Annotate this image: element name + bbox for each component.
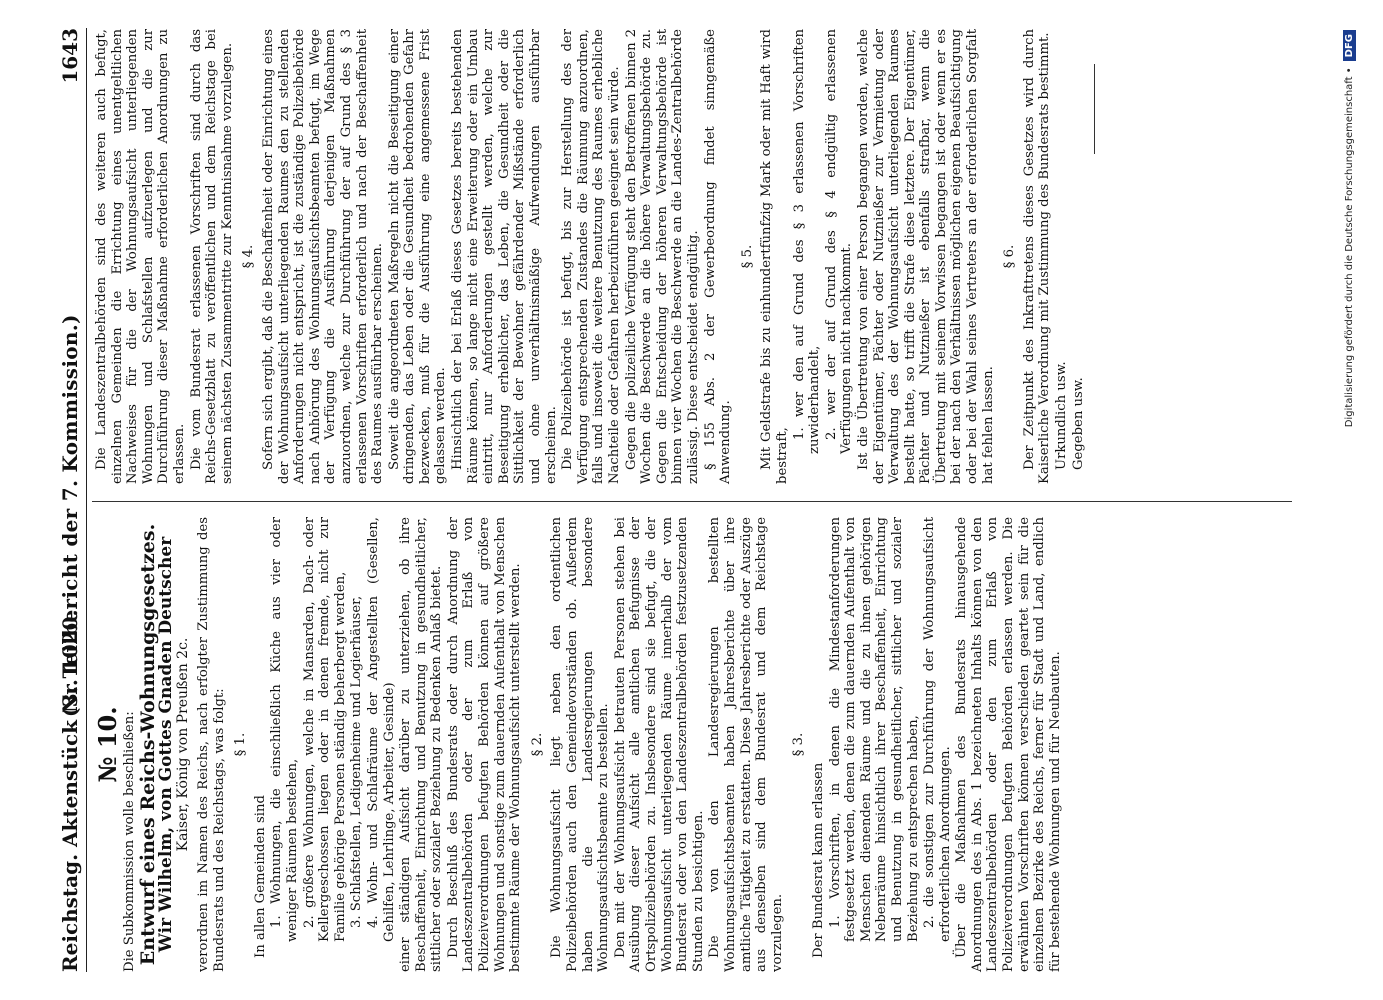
section-1-intro: In allen Gemeinden sind [252,795,268,958]
section-4-heading: § 4. [241,244,257,269]
section-1-heading: § 1. [233,732,249,757]
section-6-heading: § 6. [1002,244,1018,269]
law-title: Entwurf eines Reichs-Wohnungsgesetzes. [137,523,160,966]
section-3-item: 1. Vorschriften, in denen die Mindestanforderungen festgesetzt werden, denen die zum dauernden Aufenthalt von Menschen dienenden Räume und die zu ihnen gehörigen Nebenräume hinsichtlich ihrer Beschaffenheit, Einrichtung und Benutzung in gesundheitlicher, sittlicher und sozialer Beziehung zu entsprechen haben, [827,517,921,942]
section-5-item: 2. wer der auf Grund des § 4 endgültig erlassenen Verfügungen nicht nachkommt. [823,29,855,454]
section-3-item: 2. die sonstigen zur Durchführung der Wohnungsaufsicht erforderlichen Anordnungen. [922,517,953,942]
closing-formula: Urkundlich usw. [1054,361,1070,470]
dfg-logo: DFG [1343,30,1356,61]
sovereign-line-1: Wir Wilhelm, von Gottes Gnaden Deutscher [155,536,176,953]
section-2-heading: § 2. [529,732,545,757]
section-3-paragraph: Über die Maßnahmen des Bundesrats hinausgehende Anordnungen des in Abs. 1 bezeichneten Inhalts können von den Landeszentralbehörden oder den zum Erlaß von Polizeiverordnungen befugten Behörden erlassen werden. Die erwähnten Vorschriften können verschieden geartet sein für die einzelnen Bezirke des Reichs, ferner für Stadt und Land, endlich für bestehende Wohnungen und für Neubauten. [954,517,1063,972]
section-4-paragraph: § 155 Abs. 2 der Gewerbeordnung findet sinngemäße Anwendung. [702,29,734,484]
closing-formula: Gegeben usw. [1070,377,1086,470]
section-2-paragraph: Die Wohnungsaufsicht liegt neben den ordentlichen Polizeibehörden auch den Gemeindevorständen ob. Außerdem haben die Landesregierungen besondere Wohnungsaufsichtsbeamte zu bestellen. [549,517,612,972]
digitization-credit [1343,30,1367,970]
sovereign-line-2: Kaiser, König von Preußen 2c. [175,637,192,852]
section-1-item: 1. Wohnungen, die einschließlich Küche aus vier oder weniger Räumen bestehen, [269,517,300,942]
section-3-heading: § 3. [791,732,807,757]
section-5-paragraph: Ist die Übertretung von einer Person begangen worden, welche der Eigentümer, Pächter oder Nutznießer zur Vermietung oder Verwaltung des der Wohnungsaufsicht unterliegenden Raumes bestellt hatte, so trifft die Strafe diese letztere. Der Eigentümer, Pächter und Nutznießer ist ebenfalls strafbar, wenn die Übertretung mit seinem Vorwissen begangen ist oder wenn er es bei der nach den Verhältnissen möglichen eigenen Beaufsichtigung oder bei der Wahl seines Vertreters an der erforderlichen Sorgfalt hat fehlen lassen. [855,29,996,484]
section-5-intro: Mit Geldstrafe bis zu einhundertfünfzig Mark oder mit Haft wird bestraft, [759,29,790,484]
section-1-item: 4. Wohn- und Schlafräume der Angestellten (Gesellen, Gehilfen, Lehrlinge, Arbeiter, Gesinde) [365,517,397,942]
left-column [94,517,1064,972]
section-4-paragraph: Hinsichtlich der bei Erlaß dieses Gesetzes bereits bestehenden Räume können, so lange nicht eine Erweiterung oder ein Umbau eintritt, nur Anforderungen gestellt werden, welche zur Beseitigung erheblicher, das Leben, die Gesundheit oder die Sittlichkeit der Bewohner gefährdender Mißstände erforderlich und ohne unverhältnismäßige Aufwendungen ausführbar erscheinen. [450,29,559,484]
enactment-clause: verordnen im Namen des Reichs, nach erfolgter Zustimmung des Bundesrats und des Reichstags, was folgt: [195,517,227,972]
section-2-paragraph: Den mit der Wohnungsaufsicht betrauten Personen stehen bei Ausübung dieser Aufsicht alle amtlichen Befugnisse der Ortspolizeibehörden zu. Insbesondere sind sie befugt, die der Wohnungsaufsicht unterliegenden Räume innerhalb der vom Bundesrat oder von den Landeszentralbehörden festzusetzenden Stunden zu besichtigen. [612,517,706,972]
section-1-paragraph: Durch Beschluß des Bundesrats oder durch Anordnung der Landeszentralbehörden oder der zum Erlaß von Polizeiverordnungen befugten Behörden können auf größere Wohnungen und sonstige zum dauernden Aufenthalt von Menschen bestimmte Räume der Wohnungsaufsicht unterstellt werden. [445,517,524,972]
section-2-paragraph: Die von den Landesregierungen bestellten Wohnungsaufsichtsbeamten haben Jahresberichte über ihre amtliche Tätigkeit zu erstatten. Diese Jahresberichte oder Auszüge aus denselben sind dem Bundesrat und dem Reichstage vorzulegen. [707,517,785,972]
column-divider [92,501,1292,502]
intro-text: Die Subkommission wolle beschließen: [121,711,137,972]
section-1-item: 2. größere Wohnungen, welche in Mansarden, Dach- oder Kellergeschossen liegen oder in denen fremde, nicht zur Familie gehörige Personen ständig beherbergt werden, [301,517,348,942]
section-1-paragraph: einer ständigen Aufsicht darüber zu unterziehen, ob ihre Beschaffenheit, Einrichtung und Benutzung in gesundheitlicher, sittlicher oder sozialer Beziehung zu Bedenken Anlaß bietet. [398,517,445,972]
paragraph: Die vom Bundesrat erlassenen Vorschriften sind durch das Reichs-Gesetzblatt zu veröffentlichen und dem Reichstage bei seinem nächsten Zusammentritte zur Kenntnisnahme vorzulegen. [188,29,235,484]
closing-rule [1094,64,1095,154]
section-4-paragraph: Soweit die angeordneten Maßregeln nicht die Beseitigung einer dringenden, das Leben oder die Gesundheit bedrohenden Gefahr bezwecken, muß für die Ausführung eine angemessene Frist gelassen werden. [386,29,449,484]
section-5-item: 1. wer den auf Grund des § 3 erlassenen Vorschriften zuwiderhandelt, [791,29,823,454]
header-left: Reichstag. Aktenstück Nr. 1020. [58,609,82,972]
page-header [52,28,87,972]
section-4-paragraph: Sofern sich ergibt, daß die Beschaffenheit oder Einrichtung eines der Wohnungsaufsicht unterliegenden Raumes den zu stellenden Anforderungen nicht entspricht, ist die zuständige Polizeibehörde nach Anhörung des Wohnungsaufsichtsbeamten befugt, im Wege der Verfügung die Ausführung derjenigen Maßnahmen anzuordnen, welche zur Durchführung der auf Grund des § 3 erlassenen Vorschriften erforderlich und nach der Beschaffenheit des Raumes ausführbar erscheinen. [260,29,386,484]
page-number: 1643 [58,28,82,84]
credit-text: Digitalisierung gefördert durch die Deutsche Forschungsgemeinschaft • [1344,67,1355,428]
paragraph: Die Landeszentralbehörden sind des weiteren auch befugt, einzelnen Gemeinden die Errichtung eines unentgeltlichen Nachweises für die der Wohnungsaufsicht unterliegenden Wohnungen und Schlafstellen aufzuerlegen und die zur Durchführung dieser Maßnahme erforderlichen Anordnungen zu erlassen. [94,29,187,484]
document-number: № 10. [93,706,122,783]
right-column [94,29,1099,484]
header-center: (3. Teilbericht der 7. Kommission.) [58,314,82,717]
section-4-paragraph: Die Polizeibehörde ist befugt, bis zur Herstellung des der Verfügung entsprechenden Zustandes die Räumung anzuordnen, falls und insoweit die weitere Benutzung des Raumes erhebliche Nachteile oder Gefahren herbeizuführen geeignet sein würde. [560,29,622,484]
section-6-paragraph: Der Zeitpunkt des Inkrafttretens dieses Gesetzes wird durch Kaiserliche Verordnung mit Zustimmung des Bundesrats bestimmt. [1021,29,1053,484]
document-page [52,28,1322,972]
section-4-paragraph: Gegen die polizeiliche Verfügung steht den Betroffenen binnen 2 Wochen die Beschwerde an die höhere Verwaltungsbehörde zu. Gegen die Entscheidung der höheren Verwaltungsbehörde ist binnen vier Wochen die Beschwerde an die Landes-Zentralbehörde zulässig. Diese entscheidet endgültig. [623,29,701,484]
section-3-intro: Der Bundesrat kann erlassen [810,762,826,958]
section-5-heading: § 5. [739,244,755,269]
section-1-item: 3. Schlafstellen, Ledigenheime und Logierhäuser, [349,595,365,928]
